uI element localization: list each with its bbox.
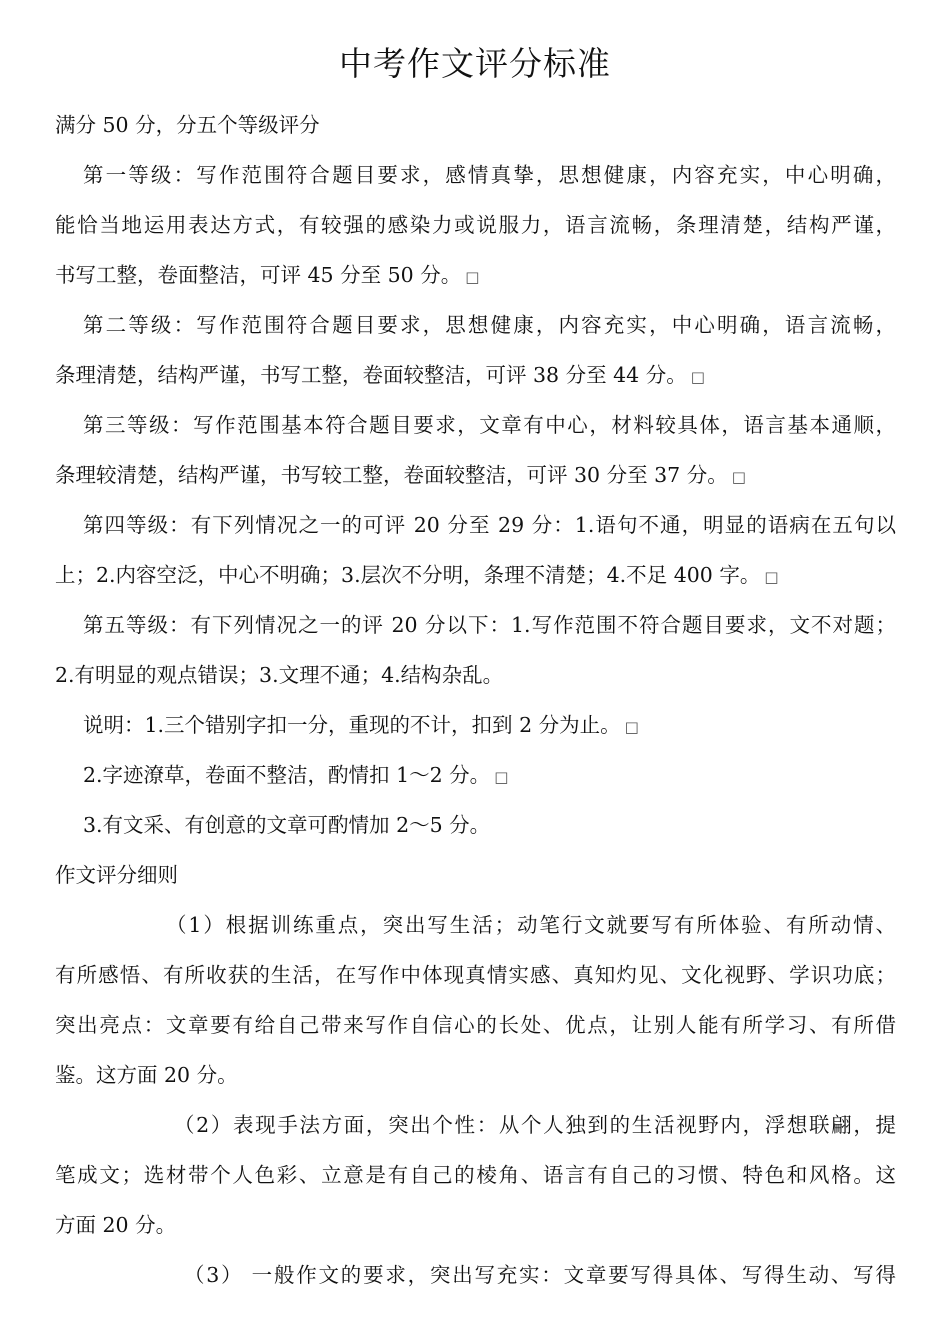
rule-1-line-3: 突出亮点：文章要有给自己带来写作自信心的长处、优点，让别人能有所学习、有所借 bbox=[55, 1013, 896, 1037]
level-4-line-1: 第四等级：有下列情况之一的可评 20 分至 29 分：1.语句不通，明显的语病在五句以 bbox=[83, 513, 896, 537]
score-summary: 满分 50 分，分五个等级评分 bbox=[55, 113, 320, 137]
placeholder-box-icon: □ bbox=[624, 718, 639, 736]
level-1-line-3: 书写工整，卷面整洁，可评 45 分至 50 分。 □ bbox=[55, 263, 480, 287]
page-title: 中考作文评分标准 bbox=[339, 44, 611, 83]
note-line-3: 3.有文采、有创意的文章可酌情加 2～5 分。 bbox=[83, 813, 491, 837]
placeholder-box-icon: □ bbox=[465, 268, 480, 286]
level-5-line-2: 2.有明显的观点错误；3.文理不通；4.结构杂乱。 bbox=[55, 663, 504, 687]
level-3-line-2: 条理较清楚，结构严谨，书写较工整，卷面较整洁，可评 30 分至 37 分。 □ bbox=[55, 463, 746, 487]
level-4-line-2: 上；2.内容空泛，中心不明确；3.层次不分明，条理不清楚；4.不足 400 字。 □ bbox=[55, 563, 779, 587]
rule-2-line-1: （2）表现手法方面，突出个性：从个人独到的生活视野内，浮想联翩，提 bbox=[174, 1113, 896, 1137]
note-line-1: 说明：1.三个错别字扣一分，重现的不计，扣到 2 分为止。 □ bbox=[83, 713, 639, 737]
level-2-line-2: 条理清楚，结构严谨，书写工整，卷面较整洁，可评 38 分至 44 分。 □ bbox=[55, 363, 705, 387]
rule-2-line-3: 方面 20 分。 bbox=[55, 1213, 177, 1237]
rule-1-line-4: 鉴。这方面 20 分。 bbox=[55, 1063, 238, 1087]
level-1-line-2: 能恰当地运用表达方式，有较强的感染力或说服力，语言流畅，条理清楚，结构严谨， bbox=[55, 213, 896, 237]
section-heading: 作文评分细则 bbox=[55, 863, 178, 887]
level-5-line-1: 第五等级：有下列情况之一的评 20 分以下：1.写作范围不符合题目要求，文不对题； bbox=[83, 613, 896, 637]
note-line-2: 2.字迹潦草，卷面不整洁，酌情扣 1～2 分。 □ bbox=[83, 763, 509, 787]
placeholder-box-icon: □ bbox=[764, 568, 779, 586]
rule-3-line-1: （3） 一般作文的要求，突出写充实：文章要写得具体、写得生动、写得 bbox=[184, 1263, 896, 1287]
rule-1-line-2: 有所感悟、有所收获的生活，在写作中体现真情实感、真知灼见、文化视野、学识功底； bbox=[55, 963, 896, 987]
level-3-line-1: 第三等级：写作范围基本符合题目要求，文章有中心，材料较具体，语言基本通顺， bbox=[83, 413, 896, 437]
rule-1-line-1: （1）根据训练重点，突出写生活；动笔行文就要写有所体验、有所动情、 bbox=[166, 913, 896, 937]
placeholder-box-icon: □ bbox=[494, 768, 509, 786]
placeholder-box-icon: □ bbox=[731, 468, 746, 486]
placeholder-box-icon: □ bbox=[690, 368, 705, 386]
level-1-line-1: 第一等级：写作范围符合题目要求，感情真挚，思想健康，内容充实，中心明确， bbox=[83, 163, 896, 187]
level-2-line-1: 第二等级：写作范围符合题目要求，思想健康，内容充实，中心明确，语言流畅， bbox=[83, 313, 896, 337]
rule-2-line-2: 笔成文；选材带个人色彩、立意是有自己的棱角、语言有自己的习惯、特色和风格。这 bbox=[55, 1163, 896, 1187]
